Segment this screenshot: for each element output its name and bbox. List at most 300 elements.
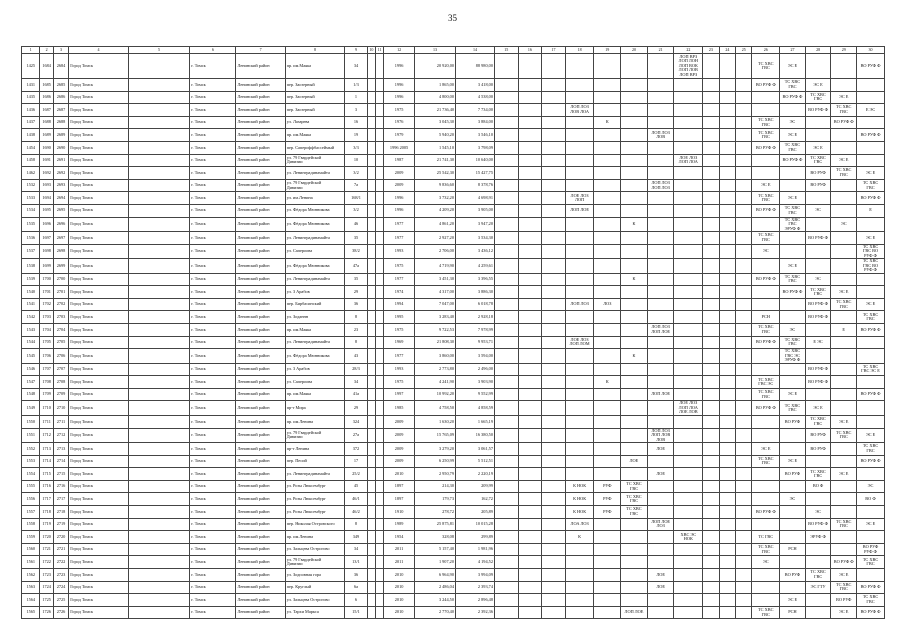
empty-cell	[518, 286, 542, 299]
empty-cell	[703, 468, 719, 481]
cell-c30: ВО РУФ Ф	[857, 54, 885, 79]
empty-cell	[703, 129, 719, 142]
cell-street: пр. им.Ленина	[285, 415, 345, 428]
column-number: 4	[69, 47, 129, 54]
cell-id: 1712	[40, 428, 53, 443]
cell-c29	[831, 388, 857, 401]
cell-c26: ВО РУФ Ф	[752, 141, 780, 154]
cell-v1: 3 860,00	[414, 349, 455, 364]
cell-c28: ВО РУФ Ф	[805, 363, 831, 376]
cell-place: Город Томск	[69, 232, 129, 245]
cell-c22: ЛОП ВРЗ ЛОП ЛОН ЛОП ВОК ЛОП ЛОВ ЛОП ВРЗ	[674, 54, 703, 79]
empty-cell	[518, 129, 542, 142]
cell-year: 2009	[384, 428, 415, 443]
cell-city: г. Томск	[190, 286, 236, 299]
cell-year: 1897	[384, 480, 415, 493]
cell-street: ул. Ленинградинамайта	[285, 273, 345, 286]
cell-c30	[857, 401, 885, 416]
cell-district: Ленинский район	[236, 428, 285, 443]
cell-v2: 16 380,50	[455, 428, 494, 443]
cell-c19	[594, 569, 621, 582]
cell-id: 1685	[40, 79, 53, 92]
cell-c27: ТС ХВС ГВС	[780, 141, 806, 154]
cell-c28	[805, 594, 831, 607]
cell-v1: 1 907,20	[414, 556, 455, 569]
cell-c27: ЭС	[780, 116, 806, 129]
cell-c19	[594, 594, 621, 607]
cell-district: Ленинский район	[236, 192, 285, 205]
cell-v2: 7 978,99	[455, 324, 494, 337]
cell-code: 2699	[53, 259, 68, 274]
empty-cell	[719, 455, 735, 468]
cell-c21	[647, 104, 674, 117]
empty-cell	[542, 273, 566, 286]
cell-c30: ЭС Е	[857, 298, 885, 311]
cell-id: 1710	[40, 401, 53, 416]
empty-cell	[518, 273, 542, 286]
cell-c20	[621, 468, 648, 481]
cell-c27: ТС ХВС ГВС ЭРУФ Ф	[780, 217, 806, 232]
cell-c18: ЛОП ЛОЗ ЛОВ ЛОА	[565, 104, 594, 117]
cell-c22	[674, 428, 703, 443]
cell-n: 1436	[22, 104, 40, 117]
cell-n: 1534	[22, 204, 40, 217]
cell-v1: 2 486,04	[414, 581, 455, 594]
empty-cell	[542, 543, 566, 556]
cell-c26: ТС ХВС ГВС	[752, 54, 780, 79]
cell-year: 1974	[384, 286, 415, 299]
empty-cell	[719, 232, 735, 245]
cell-district: Ленинский район	[236, 506, 285, 519]
cell-c28: ВО РУФ Ф	[805, 518, 831, 531]
cell-c18	[565, 311, 594, 324]
cell-house: 3	[345, 104, 368, 117]
empty-cell	[703, 401, 719, 416]
cell-c26: ТС ХВС ГВС	[752, 324, 780, 337]
table-row	[22, 141, 885, 154]
cell-city: г. Томск	[190, 244, 236, 259]
cell-code: 2684	[53, 54, 68, 79]
cell-city: г. Томск	[190, 531, 236, 544]
cell-c19	[594, 154, 621, 167]
cell-c22	[674, 388, 703, 401]
cell-c20	[621, 104, 648, 117]
cell-n: 1558	[22, 518, 40, 531]
cell-c18	[565, 179, 594, 192]
empty-cell	[542, 363, 566, 376]
empty-cell	[128, 154, 190, 167]
empty-cell	[542, 455, 566, 468]
column-number: 19	[594, 47, 621, 54]
empty-cell	[375, 232, 383, 245]
cell-house: 6а	[345, 581, 368, 594]
empty-cell	[542, 286, 566, 299]
cell-district: Ленинский район	[236, 311, 285, 324]
cell-c21	[647, 141, 674, 154]
cell-year: 1997	[384, 388, 415, 401]
empty-cell	[494, 518, 518, 531]
cell-c26	[752, 569, 780, 582]
cell-c20	[621, 79, 648, 92]
cell-c19	[594, 273, 621, 286]
cell-c30: ТС ХВС ГВС	[857, 594, 885, 607]
cell-n: 1438	[22, 129, 40, 142]
cell-street: пр. им.Маяка	[285, 129, 345, 142]
empty-cell	[719, 167, 735, 180]
empty-cell	[703, 324, 719, 337]
cell-house: 1	[345, 91, 368, 104]
empty-cell	[128, 311, 190, 324]
cell-city: г. Томск	[190, 192, 236, 205]
cell-v1: 214,30	[414, 480, 455, 493]
cell-n: 1431	[22, 79, 40, 92]
cell-district: Ленинский район	[236, 324, 285, 337]
cell-c21	[647, 217, 674, 232]
table-row	[22, 336, 885, 349]
empty-cell	[542, 298, 566, 311]
cell-street: ул. Розы Люксембург	[285, 506, 345, 519]
empty-cell	[128, 167, 190, 180]
column-number: 14	[455, 47, 494, 54]
cell-v2: 4 698,91	[455, 192, 494, 205]
empty-cell	[375, 363, 383, 376]
cell-house: 15/1	[345, 606, 368, 619]
cell-code: 2718	[53, 506, 68, 519]
cell-c30: ТС ХВС ГВС	[857, 179, 885, 192]
empty-cell	[719, 116, 735, 129]
empty-cell	[518, 569, 542, 582]
cell-c27: ЭС	[780, 493, 806, 506]
empty-cell	[719, 388, 735, 401]
cell-year: 1979	[384, 129, 415, 142]
cell-c20	[621, 259, 648, 274]
empty-cell	[736, 54, 752, 79]
empty-cell	[542, 443, 566, 456]
cell-v2: 205,89	[455, 506, 494, 519]
cell-place: Город Томск	[69, 363, 129, 376]
cell-c21	[647, 91, 674, 104]
empty-cell	[367, 104, 375, 117]
cell-v2: 15 427,75	[455, 167, 494, 180]
cell-c27: ТС ХВС ГВС ЭС ЭРУФ Ф	[780, 349, 806, 364]
cell-place: Город Томск	[69, 129, 129, 142]
empty-cell	[128, 286, 190, 299]
empty-cell	[128, 192, 190, 205]
empty-cell	[736, 311, 752, 324]
cell-c21	[647, 79, 674, 92]
empty-cell	[518, 336, 542, 349]
cell-place: Город Томск	[69, 324, 129, 337]
cell-year: 1910	[384, 506, 415, 519]
empty-cell	[736, 349, 752, 364]
cell-c29: ТС ХВС ГВС	[831, 518, 857, 531]
empty-cell	[719, 349, 735, 364]
cell-n: 1557	[22, 506, 40, 519]
empty-cell	[494, 232, 518, 245]
empty-cell	[542, 518, 566, 531]
cell-year: 2009	[384, 167, 415, 180]
cell-c21: ЛОЕ	[647, 468, 674, 481]
empty-cell	[367, 324, 375, 337]
cell-street: ул. Зодповная гора	[285, 569, 345, 582]
cell-c22	[674, 167, 703, 180]
empty-cell	[736, 581, 752, 594]
cell-c26	[752, 154, 780, 167]
cell-year: 1994	[384, 298, 415, 311]
empty-cell	[367, 606, 375, 619]
empty-cell	[518, 455, 542, 468]
cell-v1: 7 047,00	[414, 298, 455, 311]
table-row	[22, 91, 885, 104]
column-number: 7	[236, 47, 285, 54]
empty-cell	[542, 91, 566, 104]
cell-code: 2695	[53, 204, 68, 217]
cell-place: Город Томск	[69, 91, 129, 104]
cell-v2: 3 886,30	[455, 286, 494, 299]
empty-cell	[367, 468, 375, 481]
empty-cell	[703, 167, 719, 180]
cell-c29: ЭС Е	[831, 468, 857, 481]
empty-cell	[542, 506, 566, 519]
empty-cell	[375, 204, 383, 217]
cell-c29	[831, 259, 857, 274]
empty-cell	[736, 244, 752, 259]
empty-cell	[542, 493, 566, 506]
cell-c28	[805, 455, 831, 468]
cell-c21: ЛОП ЛОЗ ЛОП ЛОЗ	[647, 179, 674, 192]
cell-city: г. Томск	[190, 606, 236, 619]
empty-cell	[128, 363, 190, 376]
cell-c21	[647, 311, 674, 324]
cell-v1: 5 940,20	[414, 129, 455, 142]
cell-c29	[831, 311, 857, 324]
empty-cell	[367, 217, 375, 232]
cell-c29	[831, 79, 857, 92]
cell-c18	[565, 286, 594, 299]
column-number: 18	[565, 47, 594, 54]
cell-code: 2716	[53, 480, 68, 493]
cell-year: 2010	[384, 581, 415, 594]
cell-c30: ТС ХВС ГВС ВО РУФ Ф	[857, 244, 885, 259]
cell-year: 2010	[384, 468, 415, 481]
cell-house: 3/2	[345, 167, 368, 180]
empty-cell	[367, 54, 375, 79]
cell-place: Город Томск	[69, 569, 129, 582]
cell-c20	[621, 298, 648, 311]
empty-cell	[518, 141, 542, 154]
empty-cell	[736, 556, 752, 569]
empty-cell	[703, 286, 719, 299]
cell-year: 1976	[384, 116, 415, 129]
table-row	[22, 531, 885, 544]
cell-place: Город Томск	[69, 116, 129, 129]
cell-c20	[621, 286, 648, 299]
cell-id: 1707	[40, 363, 53, 376]
cell-n: 1540	[22, 286, 40, 299]
cell-c26: ВО РУФ Ф	[752, 506, 780, 519]
cell-district: Ленинский район	[236, 91, 285, 104]
cell-c28: ВО РУФ	[805, 179, 831, 192]
cell-c22	[674, 192, 703, 205]
cell-c29: ТС ХВС ГВС	[831, 581, 857, 594]
empty-cell	[736, 324, 752, 337]
cell-v2: 1 981,96	[455, 543, 494, 556]
cell-c18	[565, 428, 594, 443]
cell-code: 2687	[53, 104, 68, 117]
cell-street: ул. Фёдора Мюнникова	[285, 349, 345, 364]
cell-district: Ленинский район	[236, 415, 285, 428]
cell-c20	[621, 569, 648, 582]
cell-c30: ВО РУФ Ф	[857, 324, 885, 337]
cell-n: 1538	[22, 259, 40, 274]
column-number: 8	[285, 47, 345, 54]
registry-body	[22, 54, 885, 619]
cell-c22: ЛОЕ ЛОЗ ЛОП ЛОА ЛОЕ ЛОВ	[674, 401, 703, 416]
empty-cell	[719, 244, 735, 259]
empty-cell	[375, 401, 383, 416]
cell-n: 1454	[22, 141, 40, 154]
cell-id: 1703	[40, 311, 53, 324]
cell-house: 8	[345, 311, 368, 324]
cell-street: ул. Ленинградинамайта	[285, 232, 345, 245]
cell-code: 2725	[53, 594, 68, 607]
cell-c22	[674, 349, 703, 364]
cell-c27: ВО РУФ	[780, 569, 806, 582]
cell-city: г. Томск	[190, 273, 236, 286]
column-number: 10	[367, 47, 375, 54]
cell-place: Город Томск	[69, 543, 129, 556]
empty-cell	[128, 443, 190, 456]
cell-c26	[752, 104, 780, 117]
table-row	[22, 324, 885, 337]
cell-c26	[752, 167, 780, 180]
empty-cell	[128, 468, 190, 481]
column-number: 29	[831, 47, 857, 54]
empty-cell	[367, 336, 375, 349]
cell-c21	[647, 349, 674, 364]
empty-cell	[518, 324, 542, 337]
cell-c19	[594, 54, 621, 79]
cell-code: 2713	[53, 443, 68, 456]
cell-code: 2719	[53, 518, 68, 531]
empty-cell	[703, 455, 719, 468]
cell-street: пер. Заозерный	[285, 104, 345, 117]
cell-id: 1694	[40, 192, 53, 205]
empty-cell	[128, 129, 190, 142]
cell-c22	[674, 336, 703, 349]
empty-cell	[719, 415, 735, 428]
cell-place: Город Томск	[69, 415, 129, 428]
cell-c18	[565, 606, 594, 619]
cell-id: 1716	[40, 480, 53, 493]
cell-c30: ЭС Е	[857, 428, 885, 443]
cell-v2: 2 392,36	[455, 606, 494, 619]
empty-cell	[736, 104, 752, 117]
cell-id: 1720	[40, 531, 53, 544]
cell-c21	[647, 232, 674, 245]
cell-place: Город Томск	[69, 376, 129, 389]
cell-c28: ВО Ф	[805, 480, 831, 493]
cell-city: г. Томск	[190, 349, 236, 364]
empty-cell	[128, 531, 190, 544]
empty-cell	[375, 244, 383, 259]
cell-street: ул. им.Ленина	[285, 192, 345, 205]
cell-city: г. Томск	[190, 388, 236, 401]
cell-city: г. Томск	[190, 324, 236, 337]
cell-n: 1536	[22, 232, 40, 245]
empty-cell	[367, 594, 375, 607]
empty-cell	[736, 493, 752, 506]
empty-cell	[494, 179, 518, 192]
empty-cell	[494, 556, 518, 569]
empty-cell	[518, 298, 542, 311]
cell-street: пер. Сапероффбассеймый	[285, 141, 345, 154]
cell-c27	[780, 244, 806, 259]
empty-cell	[367, 141, 375, 154]
empty-cell	[542, 606, 566, 619]
empty-cell	[367, 415, 375, 428]
empty-cell	[719, 141, 735, 154]
empty-cell	[494, 349, 518, 364]
cell-c19	[594, 401, 621, 416]
cell-n: 1542	[22, 311, 40, 324]
cell-v1: 6 964,90	[414, 569, 455, 582]
empty-cell	[703, 506, 719, 519]
cell-c18	[565, 129, 594, 142]
empty-cell	[518, 415, 542, 428]
empty-cell	[375, 179, 383, 192]
column-number: 21	[647, 47, 674, 54]
cell-v1: 1 545,10	[414, 141, 455, 154]
empty-cell	[736, 179, 752, 192]
cell-c22	[674, 581, 703, 594]
cell-c18	[565, 581, 594, 594]
cell-c19	[594, 104, 621, 117]
empty-cell	[736, 217, 752, 232]
cell-district: Ленинский район	[236, 531, 285, 544]
empty-cell	[367, 443, 375, 456]
cell-c19	[594, 79, 621, 92]
cell-v1: 278,72	[414, 506, 455, 519]
cell-id: 1713	[40, 443, 53, 456]
empty-cell	[719, 493, 735, 506]
column-number: 5	[128, 47, 190, 54]
cell-c19	[594, 543, 621, 556]
cell-year: 2011	[384, 543, 415, 556]
empty-cell	[719, 91, 735, 104]
empty-cell	[518, 581, 542, 594]
cell-c18: К	[565, 531, 594, 544]
cell-street: ул. Ленинградинамайта	[285, 167, 345, 180]
cell-house: 27а	[345, 428, 368, 443]
column-number-row	[22, 47, 885, 54]
cell-house: 34	[345, 54, 368, 79]
cell-street: пр. им.Маяка	[285, 388, 345, 401]
cell-city: г. Томск	[190, 104, 236, 117]
cell-year: 2011	[384, 556, 415, 569]
cell-place: Город Томск	[69, 455, 129, 468]
cell-district: Ленинский район	[236, 543, 285, 556]
cell-street: пр. им.Маяка	[285, 54, 345, 79]
cell-district: Ленинский район	[236, 54, 285, 79]
cell-c18	[565, 259, 594, 274]
cell-house: 6	[345, 594, 368, 607]
empty-cell	[736, 79, 752, 92]
cell-c18: ЛОЕ ЛОЗ ЛОП	[565, 192, 594, 205]
cell-c28	[805, 244, 831, 259]
empty-cell	[518, 192, 542, 205]
empty-cell	[542, 79, 566, 92]
